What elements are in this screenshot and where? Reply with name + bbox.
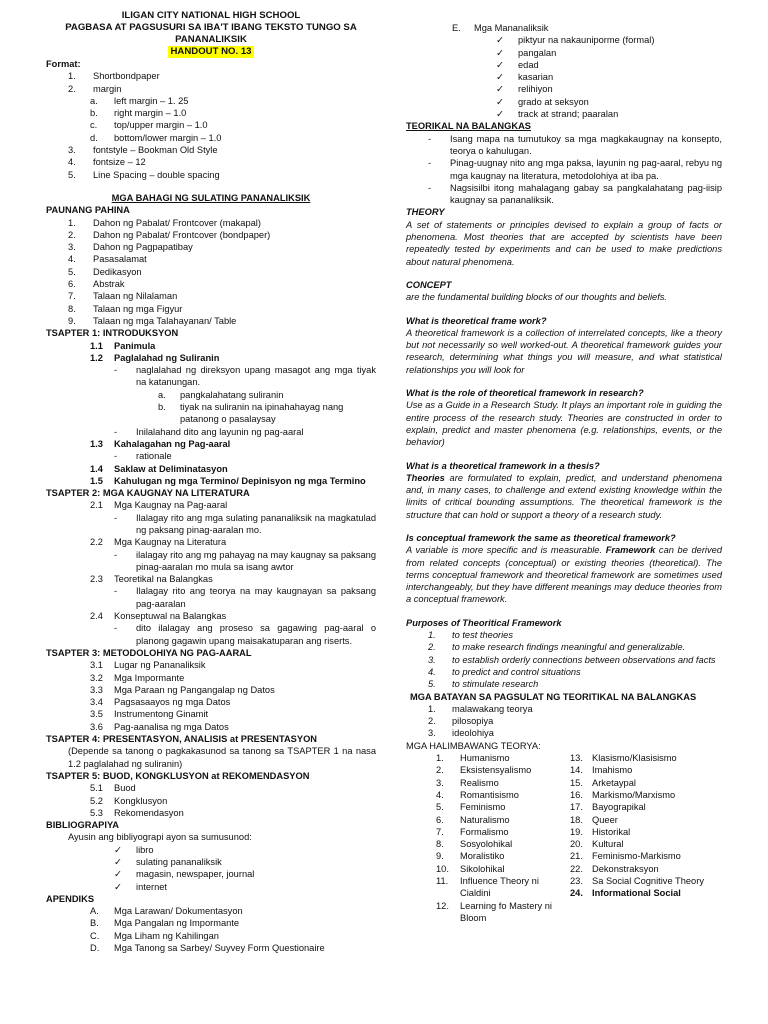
list-item: Bayograpikal [592, 802, 646, 813]
halimbawa-heading: MGA HALIMBAWANG TEORYA: [406, 740, 541, 751]
list-number: 2. [68, 229, 76, 240]
list-number: 3. [68, 242, 76, 253]
list-item: Eksistensyalismo [460, 765, 532, 776]
list-number: 19. [570, 826, 583, 837]
section-title: Instrumentong Ginamit [114, 709, 209, 720]
list-number: 1. [68, 71, 76, 82]
dash-item: Inilalahand dito ang layunin ng pag-aaral [136, 426, 304, 437]
section-title: Mga Kaugnay na Literatura [114, 537, 227, 548]
chapter-4-title: TSAPTER 4: PRESENTASYON, ANALISIS at PRESENTASYON [46, 734, 318, 745]
list-number: 3. [436, 777, 444, 788]
bibliography-intro: Ayusin ang bibliyograpi ayon sa sumusunod: [68, 832, 252, 843]
dash-item: Isang mapa na tumutukoy sa mga magkakaugnay na konsepto, teorya o kahulugan. [450, 133, 722, 156]
list-number: 1. [428, 703, 436, 714]
answer-3-text: are formulated to explain, predict, and understand phenomena and, in many cases, to challenge and extend existing knowledge within the limits of critical bounding assumptions. The theoretical framework is the structure that can hold or support a theory of a research study. [406, 472, 722, 520]
theory-heading: THEORY [406, 207, 445, 218]
section-title: Mga Impormante [114, 672, 185, 683]
list-number: 24. [570, 888, 583, 899]
list-item: Queer [592, 814, 618, 825]
chapter-1-title: TSAPTER 1: INTRODUKSYON [46, 328, 179, 339]
list-item: margin [93, 83, 122, 94]
dash-item: rationale [136, 451, 172, 462]
section-title: Mga Paraan ng Pangangalap ng Datos [114, 684, 275, 695]
list-number: 20. [570, 839, 583, 850]
list-number: 3. [428, 728, 436, 739]
list-number: 11. [436, 876, 449, 886]
list-item: Dahon ng Pabalat/ Frontcover (makapal) [93, 217, 261, 228]
list-item: Arketaypal [592, 777, 636, 788]
list-item: Sa Social Cognitive Theory [592, 876, 704, 886]
theory-text: A set of statements or principles devised to explain a group of facts or phenomena. Most theories that are accepted by scientists have been repeatedly tested by experiments and can be used to make predictions about natural phenomena. [406, 219, 722, 267]
check-icon: ✓ [496, 96, 504, 107]
list-item: relihiyon [518, 84, 553, 95]
section-number: 5.2 [90, 795, 103, 806]
list-item: Dedikasyon [93, 266, 142, 277]
list-item: Kultural [592, 839, 624, 850]
section-number: 2.4 [90, 611, 103, 622]
list-number: 4. [436, 789, 444, 800]
answer-4 [406, 544, 722, 605]
chapter-5-title: TSAPTER 5: BUOD, KONGKLUSYON at REKOMENDASYON [46, 770, 310, 781]
list-number: A. [90, 906, 99, 917]
check-icon: ✓ [114, 881, 122, 892]
list-number: 8. [68, 303, 76, 314]
answer-4-bold: Framework [605, 545, 656, 556]
list-item: to predict and control situations [452, 666, 581, 677]
section-number: 3.3 [90, 684, 103, 695]
list-item: Humanismo [460, 753, 510, 764]
right-column: E. Mga Mananaliksik ✓ piktyur na nakauniporme (formal) ✓ pangalan ✓ edad ✓ kasarian ✓ relihiyon ✓ grado at seksyon ✓ track at strand; paaralan TEORIKAL NA BALANGKAS - Isang mapa na tumutukoy sa mga magkakaugnay na konsepto, teorya o kahulugan. - Pinag-uugnay nito ang mga paksa, layunin ng pag-aaral, rebyu ng mga kaugnay na literatura, metodolohiya at iba pa. - Nagsisilbi itong mahalagang gabay sa pangkalahatang pag-iisip kaugnay sa pananaliksik. THEORY A set of statements or principles devised to explain a group of facts or phenomena. Most theories that are accepted by scientists have been repeatedly tested by experiments and can be used to make predictions about natural phenomena. CONCEPT are the fundamental building blocks of our thoughts and beliefs. What is theoretical frame work? A theoretical framework is a collection of interrelated concepts, like a theory but not necessarily so well worked-out. A theoretical framework guides your research, determining what things you will measure, and what statistical relationships you will look for What is the role of theoretical framework in research? Use as a Guide in a Research Study. It plays an important role in guiding the entire process of the research study. Theories are constructed in order to explain, predict and master phenomena (e.g. relationships, events, or the behavior) What is a theoretical framework in a thesis? Theories are formulated to explain, predict, and understand phenomena and, in many cases, to challenge and extend existing knowledge within the limits of critical bounding assumptions. The theoretical framework is the structure that can hold or support a theory of a research study. Is conceptual framework the same as theoretical framework? A variable is more specific and is measurable. Framework can be derived from related concepts (conceptual) or existing theories (theoretical). The terms conceptual framework and theoretical framework are sometimes used interchangeably, but they have different meanings may deduce theories from a conceptual framework. Purposes of Theoritical Framework 1. to test theories 2. to make research findings meaningful and generalizable. 3. to establish orderly connections between observations and facts 4. to predict and control situations 5. to stimulate research MGA BATAYAN SA PAGSULAT NG TEORITIKAL NA BALANGKAS 1. malawakang teorya 2. pilosopiya 3. ideolohiya MGA HALIMBAWANG TEORYA: 1. Humanismo 2. Eksistensyalismo 3. Realismo 4. Romantisismo 5. Feminismo 6. Naturalismo 7. Formalismo 8. Sosyolohikal 9. Moralistiko 10. Sikolohikal 11. Influence Theory ni Cialdini 12. Learning fo Mastery ni Bloom 13. Klasismo/Klasisismo 14. Imahismo 15. Arketaypal 16. Markismo/Marxismo 17. Bayograpikal 18. Queer 19. Historikal 20. Kultural 21. Feminismo-Markismo 22. Dekonstraksyon 23. Sa Social Cognitive Theory 24. Informational Social [406, 23, 722, 923]
section-title: Saklaw at Deliminatasyon [114, 463, 228, 474]
section-number: 1.5 [90, 475, 103, 486]
check-icon: ✓ [114, 857, 122, 867]
list-item: Realismo [460, 777, 499, 788]
list-item: libro [136, 844, 154, 855]
subject-line-1: PAGBASA AT PAGSUSURI SA IBA'T IBANG TEKSTO TUNGO SA [65, 22, 357, 33]
list-number: 4. [428, 666, 436, 677]
question-2: What is the role of theoretical framework in research? [406, 388, 644, 399]
dash-item: naglalahad ng direksyon upang masagot ang mga tiyak na katanungan. [136, 365, 376, 388]
list-number: 9. [68, 315, 76, 326]
subject-line-2: PANANALIKSIK [175, 34, 247, 45]
list-item: Shortbondpaper [93, 71, 160, 82]
section-number: 5.1 [90, 783, 103, 794]
list-number: 16. [570, 789, 583, 800]
list-item: ideolohiya [452, 728, 494, 739]
list-item: magasin, newspaper, journal [136, 869, 255, 880]
answer-3-bold: Theories [406, 472, 445, 483]
list-item: pangalan [518, 47, 557, 58]
dash-item: Ilalagay rito ang mga sulating pananaliksik na magkatulad ng paksang pinag-aaralan mo. [136, 512, 376, 535]
section-title: Pagsasaayos ng mga Datos [114, 697, 231, 708]
list-item: Mga Tanong sa Sarbey/ Suyvey Form Questionaire [114, 943, 325, 954]
concept-text: are the fundamental building blocks of our thoughts and beliefs. [406, 292, 668, 303]
list-item: Dahon ng Pagpapatibay [93, 242, 193, 253]
list-item: kasarian [518, 72, 554, 83]
list-number: 3. [428, 654, 436, 665]
purposes-heading: Purposes of Theoritical Framework [406, 617, 562, 628]
list-number: 9. [436, 851, 444, 862]
section-number: 3.2 [90, 672, 103, 683]
section-number: 3.4 [90, 697, 103, 708]
list-number: 1. [428, 630, 436, 641]
list-number: 7. [436, 826, 444, 837]
section-number: 1.1 [90, 340, 103, 351]
list-number: 14. [570, 765, 583, 776]
concept-heading: CONCEPT [406, 279, 452, 290]
list-item: edad [518, 59, 539, 70]
section-number: 1.3 [90, 438, 103, 449]
paunang-list [46, 217, 376, 328]
list-number: 2. [436, 765, 444, 776]
list-item: top/upper margin – 1.0 [114, 120, 208, 131]
list-item: Mga Mananaliksik [474, 23, 549, 33]
list-item: Naturalismo [460, 814, 510, 825]
answer-4-pre: A variable is more specific and is measurable. [406, 545, 606, 556]
format-list [46, 70, 376, 181]
list-item: Pasasalamat [93, 254, 147, 265]
list-number: 2. [428, 642, 436, 653]
list-item: left margin – 1. 25 [114, 95, 189, 106]
section-number: 3.5 [90, 709, 103, 720]
list-number: 5. [68, 266, 76, 277]
left-column: ILIGAN CITY NATIONAL HIGH SCHOOL PAGBASA AT PAGSUSURI SA IBA'T IBANG TEKSTO TUNGO SA PANANALIKSIK HANDOUT NO. 13 Format: 1. Shortbondpaper 2. margin a. left margin – 1. 25 b. right margin – 1.0 c. top/upper margin – 1.0 d. bottom/lower margin – 1.0 3. fontstyle – Bookman Old Style 4. fontsize – 12 5. Line Spacing – double spacing MGA BAHAGI NG SULATING PANANALIKSIK PAUNANG PAHINA 1. Dahon ng Pabalat/ Frontcover (makapal) 2. Dahon ng Pabalat/ Frontcover (bondpaper) 3. Dahon ng Pagpapatibay 4. Pasasalamat 5. Dedikasyon 6. Abstrak 7. Talaan ng Nilalaman 8. Talaan ng mga Figyur 9. Talaan ng mga Talahayanan/ Table TSAPTER 1: INTRODUKSYON 1.1 Panimula 1.2 Paglalahad ng Suliranin - naglalahad ng direksyon upang masagot ang mga tiyak na katanungan. a. pangkalahatang suliranin b. tiyak na suliranin na ipinahahayag nang patanong o pasalaysay - Inilalahand dito ang layunin ng pag-aaral 1.3 Kahalagahan ng Pag-aaral - rationale 1.4 Saklaw at Deliminatasyon 1.5 Kahulugan ng mga Termino/ Depinisyon ng mga Termino TSAPTER 2: MGA KAUGNAY NA LITERATURA 2.1 Mga Kaugnay na Pag-aaral - Ilalagay rito ang mga sulating pananaliksik na magkatulad ng paksang pinag-aaralan mo. 2.2 Mga Kaugnay na Literatura - ilalagay rito ang mg pahayag na may kaugnay sa paksang pinag-aaralan mo mula sa isang awtor 2.3 Teoretikal na Balangkas - Ilalagay rito ang teorya na may kaugnayan sa paksang pag-aaralan 2.4 Konseptuwal na Balangkas - dito ilalagay ang proseso sa gagawing pag-aaral o planong gagawin upang maisakatuparan ang riserts. TSAPTER 3: METODOLOHIYA NG PAG-AARAL 3.1 Lugar ng Pananaliksik 3.2 Mga Impormante 3.3 Mga Paraan ng Pangangalap ng Datos 3.4 Pagsasaayos ng mga Datos 3.5 Instrumentong Ginamit 3.6 Pag-aanalisa ng mga Datos TSAPTER 4: PRESENTASYON, ANALISIS at PRESENTASYON (Depende sa tanong o pagkakasunod sa tanong sa TSAPTER 1 na nasa 1.2 paglalahad ng suliranin) TSAPTER 5: BUOD, KONGKLUSYON at REKOMENDASYON 5.1 Buod 5.2 Kongklusyon 5.3 Rekomendasyon BIBLIOGRAPIYA Ayusin ang bibliyograpi ayon sa sumusunod: ✓ libro ✓ sulating pananaliksik ✓ magasin, newspaper, journal ✓ internet APENDIKS A. Mga Larawan/ Dokumentasyon B. Mga Pangalan ng Impormante C. Mga Liham ng Kahilingan D. Mga Tanong sa Sarbey/ Suyvey Form Questionaire [46, 10, 376, 954]
dash-item: ilalagay rito ang mg pahayag na may kaugnay sa paksang pinag-aaralan mo mula sa isang awtor [136, 549, 376, 572]
dash-item: Pinag-uugnay nito ang mga paksa, layunin ng pag-aaral, rebyu ng mga kaugnay na literatura, metodolohiya at iba pa. [450, 158, 722, 181]
section-title: Konseptuwal na Balangkas [114, 611, 227, 622]
section-number: 2.1 [90, 500, 103, 511]
paunang-pahina-label: PAUNANG PAHINA [46, 205, 130, 216]
section-title: Paglalahad ng Suliranin [114, 352, 220, 363]
section-title: Buod [114, 783, 136, 794]
answer-3 [406, 472, 722, 521]
list-item: grado at seksyon [518, 96, 589, 107]
list-number: 1. [436, 753, 444, 764]
question-3: What is a theoretical framework in a thesis? [406, 460, 600, 471]
list-item: Markismo/Marxismo [592, 789, 676, 800]
list-item: fontstyle – Bookman Old Style [93, 145, 218, 156]
section-title: Pag-aanalisa ng mga Datos [114, 721, 229, 732]
list-number: a. [158, 389, 166, 400]
list-item: Formalismo [460, 826, 509, 837]
list-item: Historikal [592, 826, 631, 837]
section-title: Mga Kaugnay na Pag-aaral [114, 500, 228, 511]
section-number: 2.3 [90, 574, 103, 585]
list-item: Abstrak [93, 279, 125, 290]
list-item: pangkalahatang suliranin [180, 389, 284, 400]
list-item: Sikolohikal [460, 863, 505, 874]
list-number: d. [90, 132, 98, 143]
section-number: 3.1 [90, 660, 103, 671]
bibliography-title: BIBLIOGRAPIYA [46, 820, 120, 831]
list-item: right margin – 1.0 [114, 108, 187, 119]
section-title: Lugar ng Pananaliksik [114, 660, 206, 671]
section-number: 1.4 [90, 463, 103, 474]
list-item: Talaan ng mga Talahayanan/ Table [93, 315, 237, 326]
list-item: internet [136, 881, 168, 892]
list-item: to stimulate research [452, 679, 539, 690]
theories-left-list [406, 752, 570, 924]
list-number: E. [452, 23, 461, 33]
dash-item: dito ilalagay ang proseso sa gagawing pag-aaral o planong gagawin upang maisakatuparan ang riserts. [136, 623, 376, 646]
answer-1: A theoretical framework is a collection of interrelated concepts, like a theory but not necessarily so well worked-out. A theoretical framework guides your research, determining what things you will measure, and what statistical relationships you will look for [406, 327, 722, 375]
list-number: 22. [570, 863, 583, 874]
question-1: What is theoretical frame work? [406, 315, 547, 326]
check-icon: ✓ [496, 59, 504, 70]
theories-right-list [570, 752, 722, 924]
check-icon: ✓ [496, 109, 504, 120]
list-item: Talaan ng Nilalaman [93, 291, 178, 302]
list-number: 5. [428, 679, 436, 690]
section-title: Teoretikal na Balangkas [114, 574, 213, 585]
check-icon: ✓ [496, 35, 504, 46]
list-number: 5. [436, 802, 444, 813]
list-item: bottom/lower margin – 1.0 [114, 132, 222, 143]
list-item: Feminismo [460, 802, 506, 813]
list-number: 2. [68, 83, 76, 94]
section-number: 2.2 [90, 537, 103, 548]
list-item: Mga Pangalan ng Impormante [114, 918, 240, 929]
list-number: 2. [428, 716, 436, 727]
list-item: malawakang teorya [452, 703, 533, 714]
list-item: Informational Social [592, 888, 681, 899]
list-number: 21. [570, 851, 583, 862]
list-number: 12. [436, 900, 449, 911]
list-item: Moralistiko [460, 851, 505, 862]
list-number: 6. [68, 279, 76, 290]
check-icon: ✓ [496, 72, 504, 83]
list-item: to make research findings meaningful and generalizable. [452, 642, 686, 653]
dash-item: Nagsisilbi itong mahalagang gabay sa pangkalahatang pag-iisip kaugnay sa pananaliksik. [450, 182, 722, 206]
theories-grid [406, 752, 722, 924]
list-item: to test theories [452, 630, 513, 641]
chapter-4-note: (Depende sa tanong o pagkakasunod sa tanong sa TSAPTER 1 na nasa 1.2 paglalahad ng suliranin) [68, 746, 376, 769]
section-title: Kahalagahan ng Pag-aaral [114, 438, 231, 449]
section-title: Rekomendasyon [114, 807, 184, 818]
list-item: Imahismo [592, 765, 633, 776]
list-number: C. [90, 930, 100, 941]
list-item: sulating pananaliksik [136, 857, 222, 867]
teorikal-title: TEORIKAL NA BALANGKAS [406, 121, 531, 132]
list-number: 3. [68, 145, 76, 156]
section-title: Kahulugan ng mga Termino/ Depinisyon ng mga Termino [114, 475, 366, 486]
section-title: Kongklusyon [114, 795, 168, 806]
list-item: Learning fo Mastery ni Bloom [460, 900, 552, 923]
list-number: c. [90, 120, 98, 131]
list-item: Mga Larawan/ Dokumentasyon [114, 906, 243, 917]
apendiks-title: APENDIKS [46, 893, 95, 904]
list-item: Dahon ng Pabalat/ Frontcover (bondpaper) [93, 229, 271, 240]
list-item: fontsize – 12 [93, 157, 146, 168]
handout-number: HANDOUT NO. 13 [170, 46, 252, 57]
list-number: b. [158, 402, 166, 413]
list-item: Talaan ng mga Figyur [93, 303, 183, 314]
list-item: Feminismo-Markismo [592, 851, 681, 862]
batayan-heading: MGA BATAYAN SA PAGSULAT NG TEORITIKAL NA BALANGKAS [410, 691, 697, 702]
list-item: tiyak na suliranin na ipinahahayag nang patanong o pasalaysay [180, 402, 344, 425]
section-number: 3.6 [90, 721, 103, 732]
list-number: 23. [570, 876, 583, 886]
list-item: to establish orderly connections between observations and facts [452, 654, 716, 665]
check-icon: ✓ [496, 47, 504, 58]
format-label: Format: [46, 59, 81, 69]
dash-item: Ilalagay rito ang teorya na may kaugnayan sa paksang pag-aaralan [136, 586, 376, 609]
list-number: 1. [68, 217, 76, 228]
list-item: Dekonstraksyon [592, 863, 659, 874]
list-item: track at strand; paaralan [518, 109, 619, 120]
list-number: 4. [68, 254, 76, 265]
list-item: pilosopiya [452, 716, 494, 727]
list-number: 5. [68, 169, 76, 180]
answer-2: Use as a Guide in a Research Study. It plays an important role in guiding the entire process of the research study. Theories are constructed in order to explain, predict and master phenomena (e.g. relationships, events, or the behavior) [406, 400, 722, 448]
list-item: piktyur na nakauniporme (formal) [518, 35, 655, 46]
chapter-2-title: TSAPTER 2: MGA KAUGNAY NA LITERATURA [46, 488, 250, 499]
school-name: ILIGAN CITY NATIONAL HIGH SCHOOL [121, 10, 301, 21]
list-item: Line Spacing – double spacing [93, 169, 220, 180]
list-number: b. [90, 108, 98, 119]
list-item: Romantisismo [460, 789, 519, 800]
list-number: 7. [68, 291, 76, 302]
list-number: 10. [436, 863, 449, 874]
chapter-3-title: TSAPTER 3: METODOLOHIYA NG PAG-AARAL [46, 647, 252, 658]
list-number: 13. [570, 753, 583, 764]
list-number: a. [90, 95, 98, 106]
question-4: Is conceptual framework the same as theoretical framework? [406, 532, 676, 543]
section-title: Panimula [114, 340, 156, 351]
section-number: 1.2 [90, 352, 103, 363]
bahagi-title: MGA BAHAGI NG SULATING PANANALIKSIK [111, 192, 311, 203]
check-icon: ✓ [114, 844, 122, 855]
check-icon: ✓ [496, 84, 504, 95]
list-number: 17. [570, 802, 583, 813]
list-number: 18. [570, 814, 583, 825]
list-item: Klasismo/Klasisismo [592, 753, 677, 764]
list-number: 15. [570, 777, 583, 788]
section-number: 5.3 [90, 807, 103, 818]
list-number: 6. [436, 814, 444, 825]
list-number: 8. [436, 839, 444, 850]
list-item: Sosyolohikal [460, 839, 513, 850]
answer-4-post: can be derived from related concepts (conceptual) or existing theories (theoretical). The terms conceptual framework and theoretical framework are sometimes used interchangeably, but they have different meanings may deduce theories from a conceptual framework. [406, 545, 722, 605]
list-number: 4. [68, 157, 76, 168]
check-icon: ✓ [114, 869, 122, 880]
list-number: D. [90, 943, 100, 954]
list-item: Mga Liham ng Kahilingan [114, 930, 219, 941]
list-number: B. [90, 918, 99, 929]
list-item: Influence Theory ni Cialdini [460, 876, 539, 899]
